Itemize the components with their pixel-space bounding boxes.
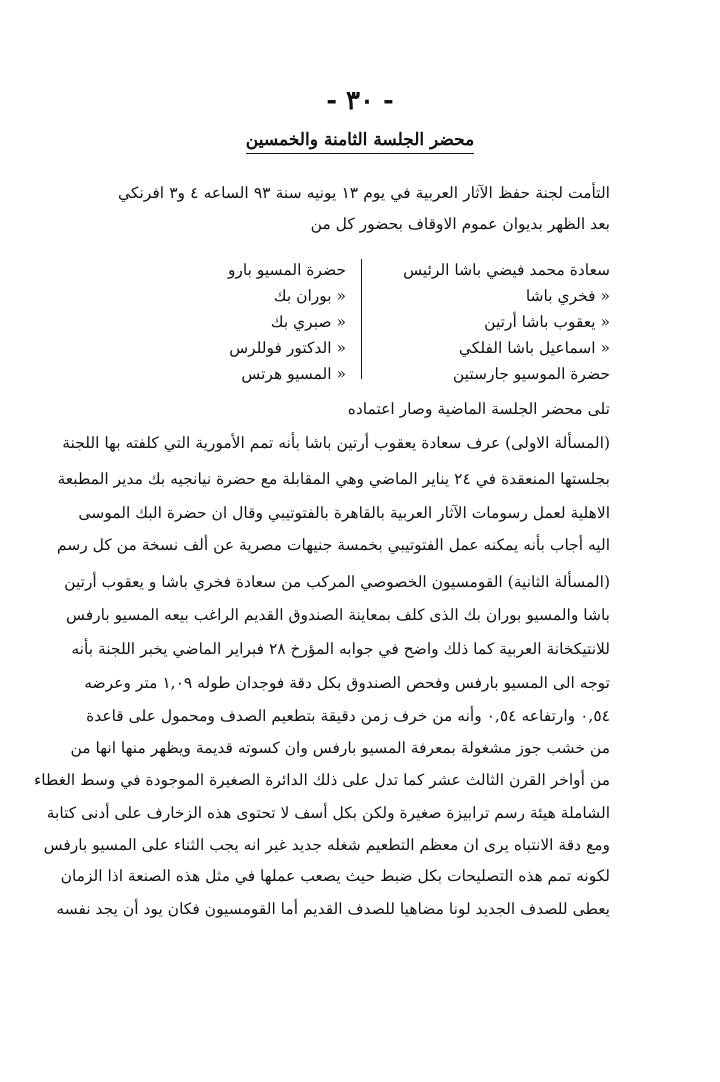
session-title-text: محضر الجلسة الثامنة والخمسين — [246, 130, 474, 154]
attendee: حضرة الموسيو جارستين — [452, 365, 610, 383]
attendee: سعادة محمد فيضي باشا الرئيس — [403, 261, 610, 279]
item2-line: الشاملة هيئة رسم ترابيزة صغيرة ولكن بكل أسف لا تحتوى هذه الزخارف على أدنى كتابة — [46, 804, 610, 822]
item2-line: ٠,٥٤ وارتفاعه ٠,٥٤ وأنه من خرف زمن دقيقة بتطعيم الصدف ومحمول على قاعدة — [86, 707, 610, 725]
intro-line: بعد الظهر بديوان عموم الاوقاف بحضور كل من — [310, 215, 610, 233]
attendees-right-column — [390, 257, 610, 387]
attendee: حضرة المسيو بارو — [227, 261, 346, 279]
attendee: « يعقوب باشا أرتين — [484, 313, 610, 331]
item1-line: الاهلية لعمل رسومات الآثار العربية بالقاهرة بالفتوتيبي وقال ان حضرة البك الموسى — [78, 504, 610, 522]
attendees-left-column — [126, 257, 346, 387]
item2-line: توجه الى المسيو بارفس وفحص الصندوق بكل دقة فوجدان طوله ١,٠٩ متر وعرضه — [84, 674, 610, 692]
item2-line: باشا والمسيو بوران بك الذى كلف بمعاينة الصندوق القديم الراغب بيعه المسيو بارفس — [66, 606, 610, 624]
item2-line: لكونه تمم هذه التصليحات بكل ضبط حيث يصعب عملها في مثل هذه الصنعة اذا الزمان — [60, 867, 610, 885]
item2-line: من أواخر القرن الثالث عشر كما تدل على ذلك الدائرة الصغيرة الموجودة في وسط الغطاء — [34, 771, 610, 789]
item1-line: (المسألة الاولى) عرف سعادة يعقوب أرتين باشا بأنه تمم الأمورية التي كلفته بها اللجنة — [62, 434, 610, 452]
attendee: « بوران بك — [273, 287, 346, 305]
item2-line: للانتيكخانة العربية كما ذلك واضح في جوابه المؤرخ ٢٨ فبراير الماضي يخبر اللجنة بأنه — [71, 640, 610, 658]
item2-line: من خشب جوز مشغولة بمعرفة المسيو بارفس وان كسوته قديمة ويظهر منها انها من — [70, 739, 610, 757]
attendee: « المسيو هرتس — [241, 365, 346, 383]
page-number: - ٣٠ - — [326, 86, 394, 116]
item1-line: بجلستها المنعقدة في ٢٤ يناير الماضي وهي المقابلة مع حضرة نيانجيه بك مدير المطبعة — [57, 470, 610, 488]
minutes-approval-line: تلى محضر الجلسة الماضية وصار اعتماده — [347, 400, 610, 418]
item1-line: اليه أجاب بأنه يمكنه عمل الفتوتيبي بخمسة جنيهات مصرية عن ألف نسخة من كل رسم — [56, 536, 610, 554]
attendee: « صبري بك — [270, 313, 346, 331]
attendee: « اسماعيل باشا الفلكي — [458, 339, 610, 357]
intro-line: التأمت لجنة حفظ الآثار العربية في يوم ١٣ يونيه سنة ٩٣ الساعه ٤ و٣ افرنكي — [118, 184, 610, 202]
column-divider — [361, 259, 363, 379]
attendees-list — [118, 257, 610, 385]
item2-line: ومع دقة الانتباه يرى ان معظم التطعيم شغله جديد غير انه يجب الثناء على المسيو بارفس — [43, 836, 610, 854]
attendee: « الدكتور فوللرس — [229, 339, 346, 357]
item2-line: (المسألة الثانية) القومسيون الخصوصي المركب من سعادة فخري باشا و يعقوب أرتين — [64, 573, 610, 591]
session-title — [0, 130, 720, 150]
attendee: « فخري باشا — [525, 287, 610, 305]
item2-line: يعطى للصدف الجديد لونا مضاهيا للصدف القديم أما القومسيون فكان يود أن يجد نفسه — [56, 900, 610, 918]
